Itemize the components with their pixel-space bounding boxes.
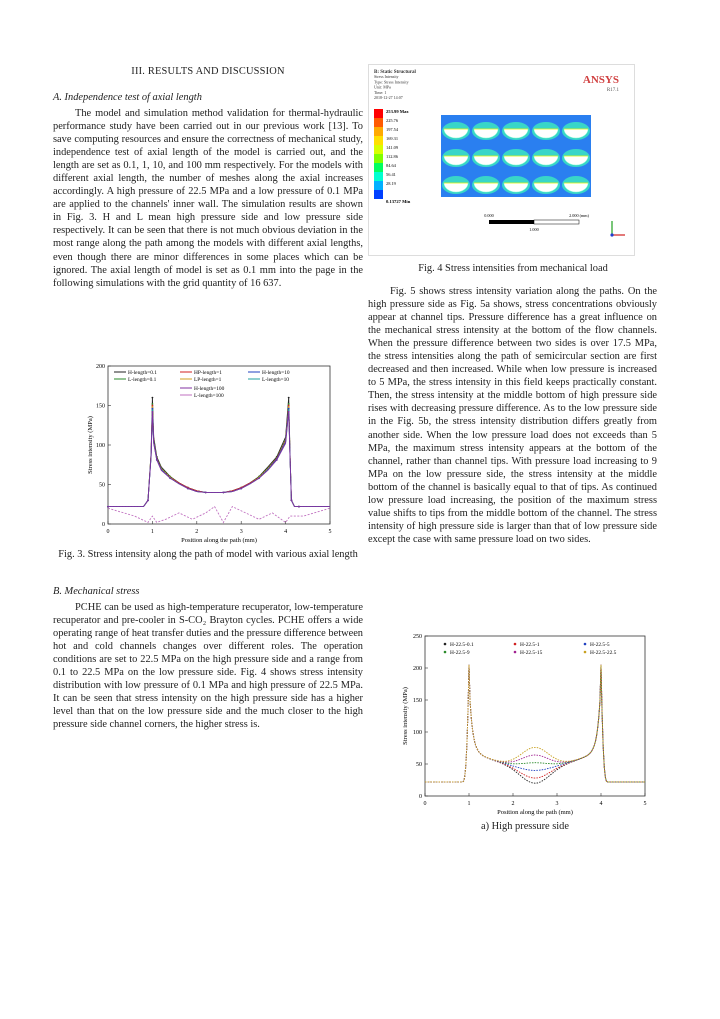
fig4-legend-color	[374, 181, 383, 190]
fig4-legend-value: 197.54	[386, 127, 399, 132]
fig3-data-point	[152, 405, 154, 407]
fig4-header-line: 2018-12-27 14:07	[374, 95, 403, 100]
fig3-series-line	[108, 406, 330, 507]
fig3-series-line	[108, 404, 330, 507]
fig3-legend-label: L-length=100	[194, 393, 224, 399]
fig5-legend-swatch	[444, 651, 447, 654]
fig5-series-line	[425, 665, 645, 783]
fig3-data-point	[152, 403, 154, 405]
fig3-legend-label: L-length=10	[262, 377, 289, 383]
fig5-series-line	[425, 665, 645, 782]
fig3-data-point	[147, 499, 149, 501]
fig5-legend-swatch	[584, 643, 587, 646]
fig4-legend-color	[374, 145, 383, 154]
fig5-legend-swatch	[514, 651, 517, 654]
y-axis-label: Stress intensity (MPa)	[87, 416, 94, 474]
fig3-chart	[80, 358, 340, 548]
fig3-data-point	[152, 408, 154, 410]
fig3-legend-label: LP-length=1	[194, 377, 222, 383]
fig3-legend-label: L-length=0.1	[128, 377, 157, 383]
fig4-header-line: Type: Stress Intensity	[374, 79, 409, 85]
fig3-data-point	[276, 459, 278, 461]
fig3-series-line	[108, 409, 330, 507]
fig4-legend-value: 225.76	[386, 118, 399, 123]
fig5-legend-label: H-22.5-15	[520, 650, 543, 656]
fig4-legend-color	[374, 190, 383, 199]
x-tick-label: 3	[239, 529, 243, 535]
y-tick-label: 150	[96, 403, 105, 410]
fig4-legend-value: 169.31	[386, 136, 399, 141]
x-tick-label: 1	[150, 529, 154, 535]
fig3-data-point	[187, 488, 189, 490]
fig4-legend-color	[374, 154, 383, 163]
fig4-scale-dark	[489, 220, 534, 224]
y-tick-label: 100	[96, 443, 105, 449]
fig3-data-point	[258, 477, 260, 479]
fig3-data-point	[152, 406, 154, 408]
fig3-series-line	[108, 412, 330, 507]
fig3-caption: Fig. 3. Stress intensity along the path of model with various axial length	[58, 549, 358, 560]
fig3-data-point	[288, 397, 290, 399]
fig5-legend-label: H-22.5-9	[450, 650, 470, 656]
fig3-legend-label: HP-length=1	[194, 370, 222, 376]
fig5-series-line	[425, 665, 645, 782]
fig3-data-point	[288, 405, 290, 407]
y-tick-label: 200	[96, 364, 105, 370]
fig4-legend-color	[374, 127, 383, 136]
fig3-data-point	[223, 492, 225, 494]
y-tick-label: 250	[413, 634, 422, 640]
x-tick-label: 3	[555, 801, 559, 807]
fig3-data-point	[152, 409, 154, 411]
fig3-data-point	[156, 459, 158, 461]
fig3-legend-label: H-length=10	[262, 370, 290, 376]
fig4-legend-color	[374, 109, 383, 118]
fig5a-svg	[395, 628, 655, 828]
fig4-triad-z	[610, 233, 613, 236]
x-tick-label: 4	[599, 801, 603, 807]
fig5-legend-label: H-22.5-5	[590, 642, 610, 648]
fig4-scale-light	[534, 220, 579, 224]
fig3-data-point	[288, 411, 290, 413]
fig4-legend-value: 141.09	[386, 145, 399, 150]
fig5-legend-swatch	[444, 643, 447, 646]
fig4-brand: ANSYS	[582, 74, 619, 86]
fig3-legend-label: H-length=0.1	[128, 370, 157, 376]
fig5a-chart	[395, 628, 655, 828]
fig3-data-point	[240, 488, 242, 490]
fig4-legend-value: 28.19	[386, 181, 396, 186]
y-tick-label: 50	[99, 482, 105, 489]
fig5-legend-swatch	[514, 643, 517, 646]
fig4-legend-color	[374, 118, 383, 127]
fig4-legend-value: 84.64	[386, 163, 396, 168]
section-title: III. RESULTS AND DISCUSSION	[131, 66, 285, 77]
fig3-legend-label: H-length=100	[194, 386, 225, 392]
x-axis-label: Position along the path (mm)	[181, 537, 257, 544]
fig4-legend-max: 253.99 Max	[386, 109, 409, 114]
fig3-data-point	[298, 506, 300, 508]
x-tick-label: 2	[511, 801, 515, 807]
fig3-series-line	[108, 407, 330, 507]
fig4-header-line: Time: 1	[374, 89, 387, 95]
fig3-data-point	[288, 403, 290, 405]
fig4-svg	[369, 65, 634, 255]
fig3-data-point	[152, 397, 154, 399]
fig5-series-line	[425, 665, 645, 782]
y-tick-label: 50	[416, 762, 422, 768]
fig5-legend-label: H-22.5-0.1	[450, 642, 474, 648]
y-tick-label: 0	[102, 522, 105, 528]
fig3-data-point	[152, 411, 154, 413]
fig3-data-point	[169, 477, 171, 479]
y-tick-label: 100	[413, 730, 422, 736]
fig4-legend-value: 112.86	[386, 154, 398, 159]
y-tick-label: 200	[413, 666, 422, 672]
fig5-series-line	[425, 665, 645, 782]
fig5-legend-label: H-22.5-1	[520, 642, 540, 648]
x-tick-label: 4	[284, 529, 288, 535]
x-tick-label: 0	[423, 801, 427, 807]
fig3-data-point	[288, 408, 290, 410]
fig4-scale-right: 2.000 (mm)	[569, 213, 589, 218]
subsection-a-title: A. Independence test of axial length	[53, 92, 202, 103]
fig4-legend-min: 0.13727 Min	[386, 199, 411, 204]
fig3-series-line-low	[108, 507, 330, 523]
x-axis-label: Position along the path (mm)	[497, 809, 573, 816]
fig4-legend-value: 56.41	[386, 172, 396, 177]
x-tick-label: 5	[643, 801, 647, 807]
fig3-data-point	[288, 406, 290, 408]
fig5-series-line	[425, 665, 645, 782]
fig4-header-line: Stress Intensity	[374, 74, 399, 80]
fig4-scale-mid: 1.000	[529, 227, 539, 232]
fig3-data-point	[288, 409, 290, 411]
fig3-data-point	[107, 506, 109, 508]
y-tick-label: 150	[413, 698, 422, 704]
plot-frame	[425, 636, 645, 796]
fig3-data-point	[205, 492, 207, 494]
y-tick-label: 0	[419, 794, 422, 800]
fig3-data-point	[290, 499, 292, 501]
fig4-image	[368, 64, 635, 256]
fig4-version: R17.1	[606, 88, 619, 93]
fig4-legend-color	[374, 172, 383, 181]
paragraph-fig5: Fig. 5 shows stress intensity variation along the paths. On the high pressure side as Fig. 5a shows, stress concentrations obviously appear at channel tips. Pressure difference has a great influence on the mechanical stress intensity at the bottom of the flow channels. When the pressure difference between two sides is over 17.5 MPa, the stress intensities along the path of semicircular section are first decreased and then increased. While when low pressure is increased to 5 MPa, the stress intensity in this field keeps practically constant. Then, the stress intensity at the middle bottom of high pressure side rises with decreasing pressure difference. As to the low pressure side in the Fig. 5b, the stress intensity distribution differs greatly from another side. When the low pressure load does not exceeds than 5 MPa, the maximum stress intensity appears at the bottom of the channel, rather than channel tips. With pressure load increasing to 9 MPa on the low pressure side, the stress intensity at the middle bottom of the channel is basically equal to that of tips. As continued low pressure load increasing, the position of the maximum stress value shifts to tips from the middle bottom of the channel. The stress intensity of high pressure side is larger than that of low pressure side except the case with same pressure load on two sides.	[368, 286, 657, 545]
fig4-legend-color	[374, 136, 383, 145]
paragraph-mechanical-stress: PCHE can be used as high-temperature recuperator, low-temperature recuperator and pre-cooler in S-CO₂ Brayton cycles. PCHE offers a wide operating range of heat transfer duties and the pressure difference between hot and cold channels changes over different roles. The operation conditions are set to 22.5 MPa on the high pressure side and a range from 0.1 to 22.5 MPa on the low pressure side. Fig. 4 shows stress intensity distribution with low pressure of 0.1 MPa and high pressure of 22.5 MPa. It can be seen that stress intensity on the high pressure side has a higher level than that on the low pressure side and the much closer to the high pressure side channel corners, the higher stress is.	[53, 602, 363, 731]
x-tick-label: 2	[195, 529, 199, 535]
y-axis-label: Stress intensity (MPa)	[402, 687, 409, 745]
x-tick-label: 1	[467, 801, 471, 807]
x-tick-label: 5	[328, 529, 332, 535]
fig5a-caption: a) High pressure side	[480, 821, 569, 832]
fig4-scale-left: 0.000	[484, 213, 494, 218]
fig5-legend-swatch	[584, 651, 587, 654]
subsection-b-title: B. Mechanical stress	[53, 586, 140, 597]
fig4-caption: Fig. 4 Stress intensities from mechanical load	[418, 263, 608, 274]
paragraph-axial-length: The model and simulation method validation for thermal-hydraulic performance study have been carried out in our previous work [13]. To save computing resources and ensure the correctness of mechanical study, independence test of axial length of the model is carried out, and the length are set as 0.1, 1, 10, and 100 mm respectively. For the models with different axial length, the number of meshes along the axial increases accordingly. A high pressure of 22.5 MPa and a low pressure of 0.1 MPa are applied to the channels' inner wall. The simulation results are shown in Fig. 3. H and L mean high pressure side and low pressure side respectively. It can be seen that there is not much obvious deviation in the most range along the path among the models with different axial lengths, even though there are minor differences in some places which can be ignored. The axial length of model is set as 0.1 mm into the page in the following simulations with the grid quantity of 16 637.	[53, 108, 363, 289]
fig5-legend-label: H-22.5-22.5	[590, 650, 617, 656]
fig3-series-line	[108, 398, 330, 507]
fig4-header-line: B: Static Structural	[374, 70, 416, 75]
fig4-header-line: Unit: MPa	[374, 84, 391, 90]
x-tick-label: 0	[106, 529, 110, 535]
fig4-legend-color	[374, 163, 383, 172]
fig3-svg	[80, 358, 340, 548]
